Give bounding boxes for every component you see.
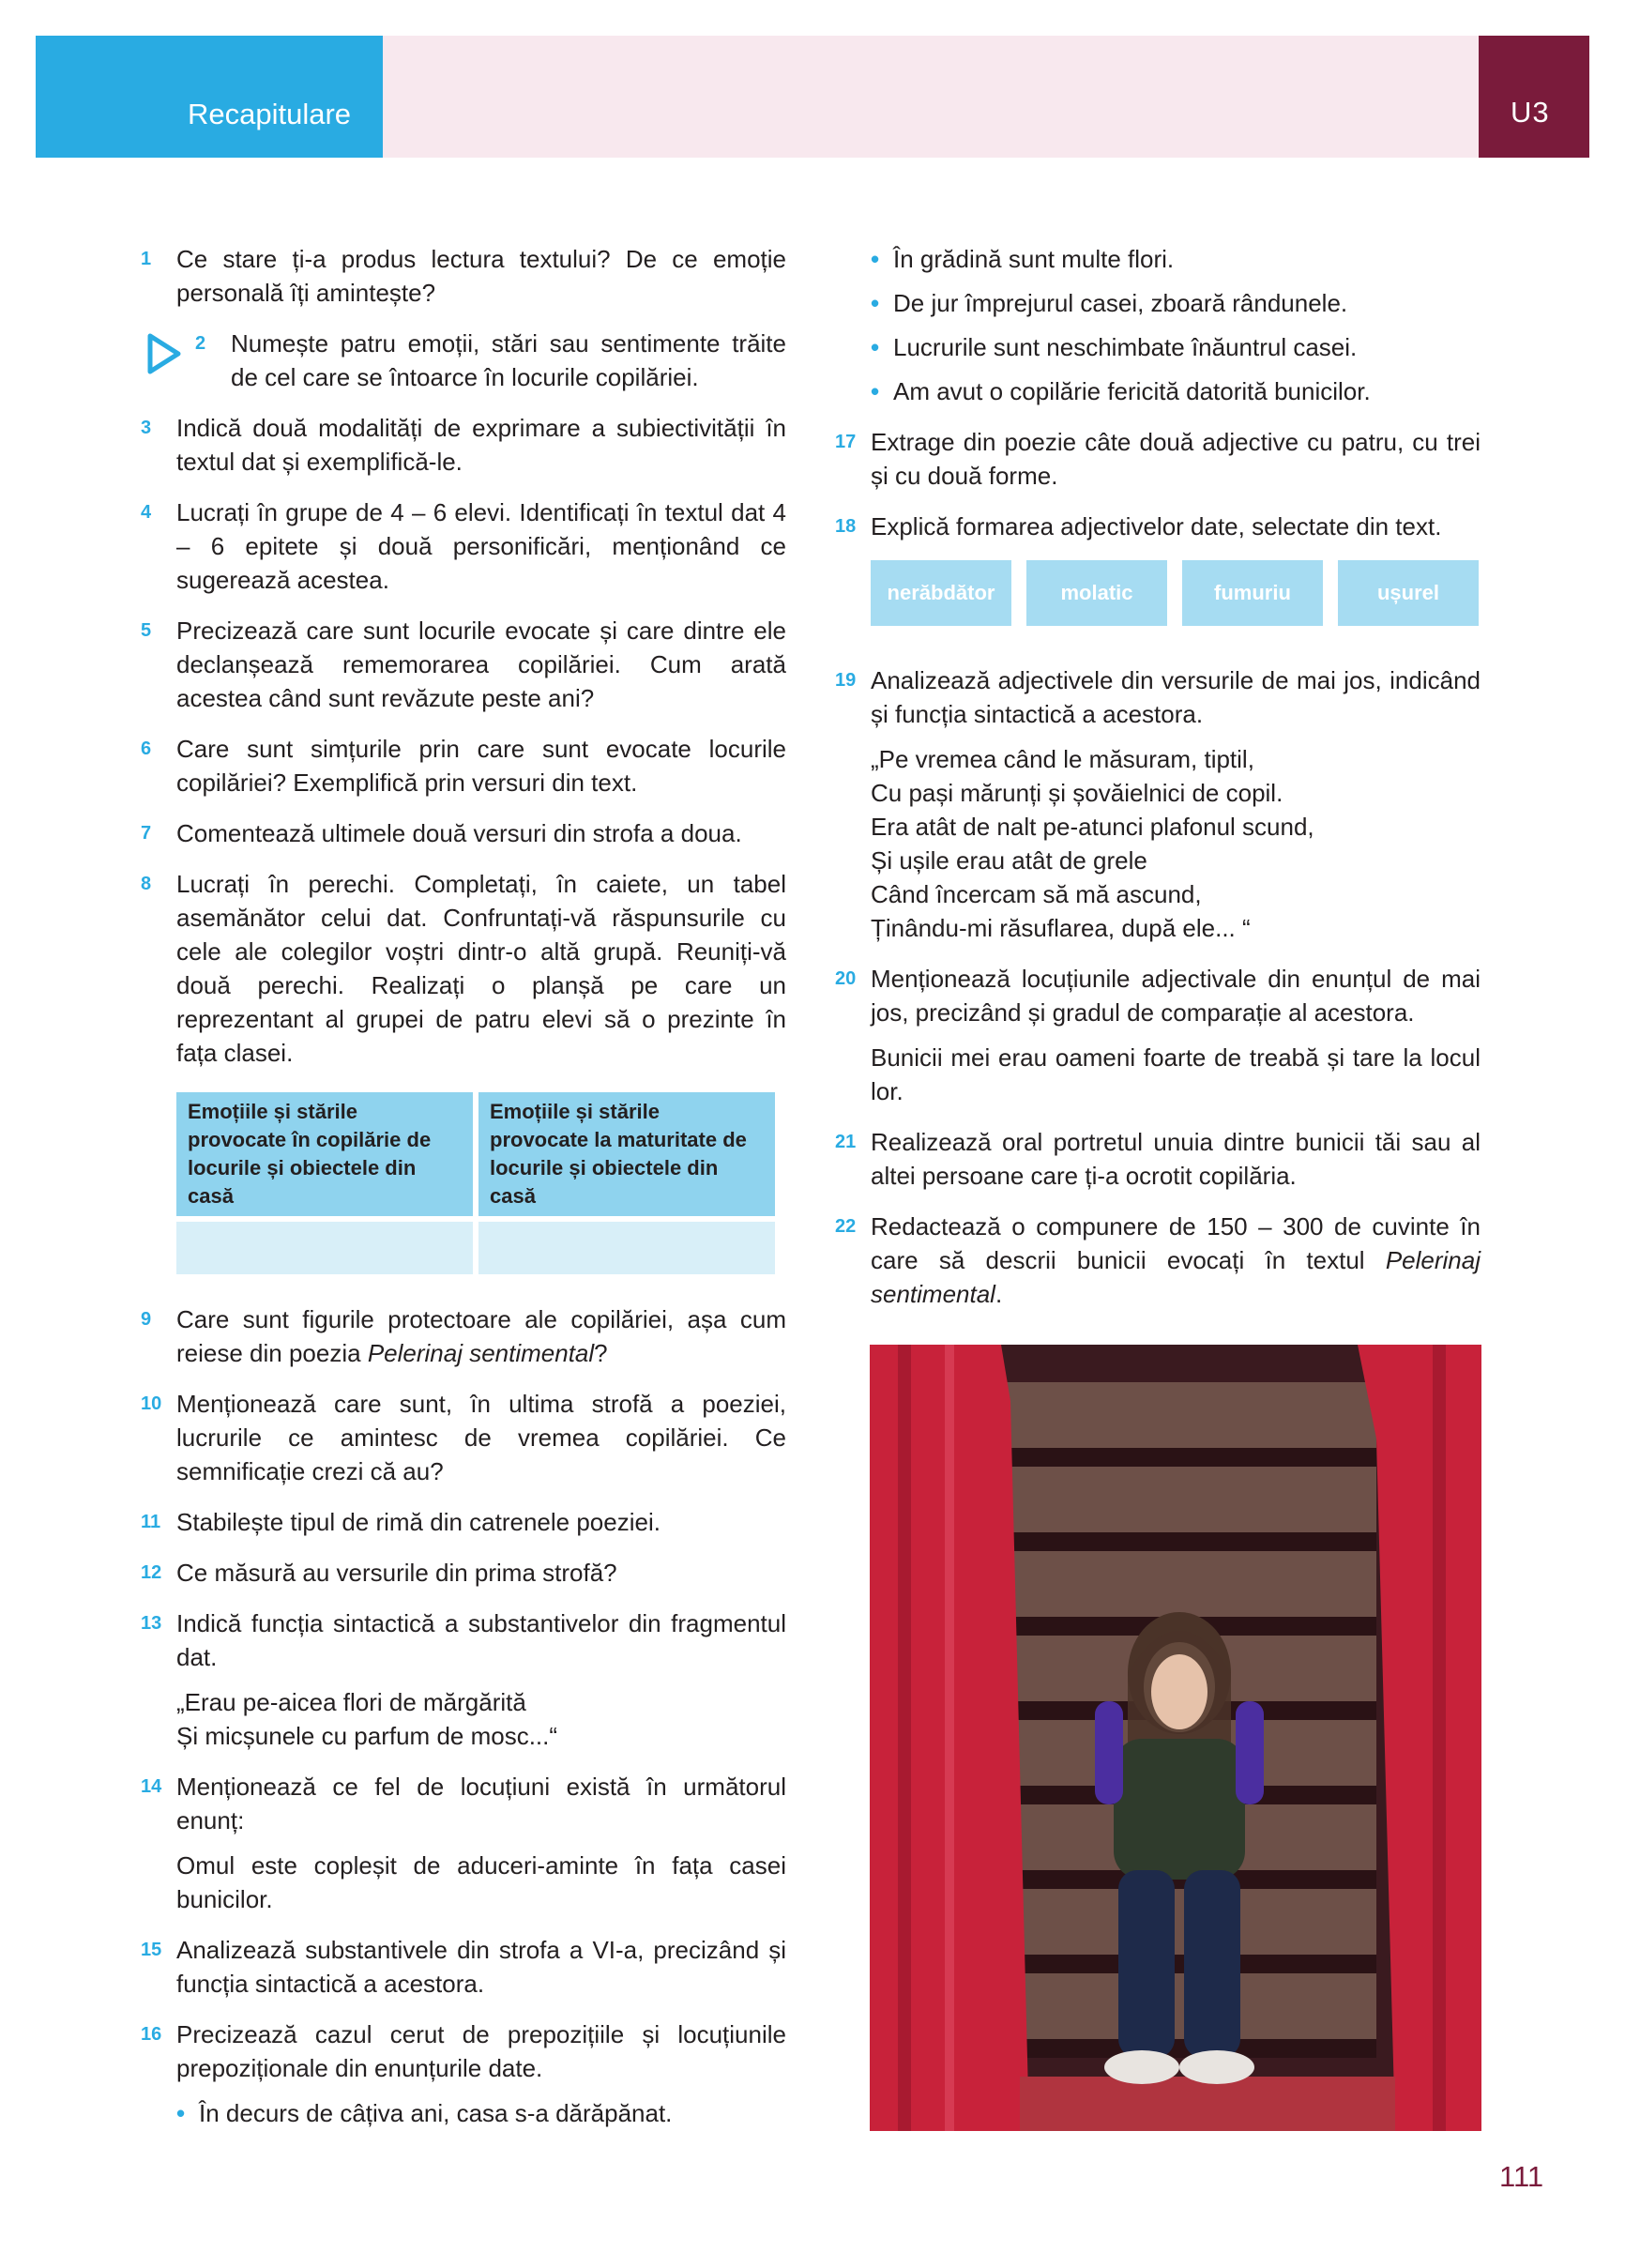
page-header	[36, 36, 1589, 158]
question-number: 4	[141, 502, 152, 523]
question-number: 16	[141, 2024, 162, 2045]
question-number: 14	[141, 1776, 162, 1797]
question-text: Extrage din poezie câte două adjective cu patru, cu trei și cu două forme.	[871, 428, 1481, 490]
question-number: 5	[141, 620, 152, 641]
question-text: Ce stare ți-a produs lectura textului? De ce emoție personală îți amintește?	[176, 245, 786, 307]
question-text	[871, 1210, 1481, 1311]
question-4	[141, 495, 786, 597]
section-tab	[36, 36, 383, 158]
question-text: Analizează adjectivele din versurile de mai jos, indicând și funcția sintactică a acestora.	[871, 666, 1481, 728]
question-number: 10	[141, 1393, 162, 1414]
question-12	[141, 1556, 786, 1590]
bullet-item: • De jur împrejurul casei, zboară rândunele.	[871, 286, 1481, 320]
quote-13	[141, 1685, 786, 1753]
question-number: 22	[835, 1216, 857, 1237]
photo-illustration	[870, 1345, 1481, 2131]
question-13	[141, 1606, 786, 1674]
question-22	[835, 1210, 1481, 1311]
question-number: 11	[141, 1512, 161, 1532]
bullet-item: • Lucrurile sunt neschimbate înăuntrul casei.	[871, 330, 1481, 364]
question-10	[141, 1387, 786, 1488]
play-triangle-icon	[146, 332, 182, 375]
question-text: Stabilește tipul de rimă din catrenele poeziei.	[176, 1508, 661, 1536]
question-text: Menționează ce fel de locuțiuni există în următorul enunț:	[176, 1773, 786, 1834]
question-17	[835, 425, 1481, 493]
question-number: 17	[835, 432, 857, 452]
question-text	[176, 1302, 786, 1370]
adjective-chip: molatic	[1026, 560, 1167, 626]
question-number: 8	[141, 874, 152, 894]
question-text: Indică două modalități de exprimare a subiectivității în textul dat și exemplifică-le.	[176, 414, 786, 476]
bullet-item: • În grădină sunt multe flori.	[871, 242, 1481, 276]
question-6	[141, 732, 786, 799]
verse-line: Era atât de nalt pe-atunci plafonul scund,	[871, 813, 1314, 841]
question-number: 1	[141, 249, 152, 269]
question-1	[141, 242, 786, 310]
quote-19	[835, 742, 1481, 945]
table-header-adulthood: Emoțiile și stările provocate la maturitate de locurile și obiectele din casă	[478, 1092, 775, 1216]
question-number: 15	[141, 1940, 162, 1960]
bullet-item: • În decurs de câțiva ani, casa s-a dărăpănat.	[176, 2096, 786, 2130]
question-text-part: ?	[594, 1339, 608, 1367]
table-cell-empty	[478, 1222, 775, 1274]
poem-title: Pelerinaj sentimental	[871, 1246, 1481, 1308]
question-text: Explică formarea adjectivelor date, selectate din text.	[871, 512, 1442, 540]
question-number: 12	[141, 1562, 162, 1583]
unit-label: U3	[1511, 96, 1550, 129]
photo-girl-on-steps	[870, 1345, 1481, 2131]
right-column	[835, 242, 1481, 1328]
question-number: 6	[141, 738, 152, 759]
question-number: 21	[835, 1132, 857, 1152]
question-number: 2	[195, 333, 206, 354]
question-text: Lucrați în grupe de 4 – 6 elevi. Identificați în textul dat 4 – 6 epitete și două personificări, menționând ce sugerează acestea.	[176, 498, 786, 594]
verse-line: Cu pași mărunți și șovăielnici de copil.	[871, 779, 1283, 807]
section-title: Recapitulare	[188, 98, 352, 130]
question-number: 18	[835, 516, 857, 537]
question-number: 19	[835, 670, 857, 691]
question-5	[141, 614, 786, 715]
question-9	[141, 1302, 786, 1370]
question-number: 9	[141, 1309, 152, 1330]
adjective-chip: nerăbdător	[871, 560, 1011, 626]
question-text: Indică funcția sintactică a substantivelor din fragmentul dat.	[176, 1609, 786, 1671]
question-19	[835, 663, 1481, 731]
question-8	[141, 867, 786, 1070]
question-number: 13	[141, 1613, 162, 1634]
question-text: Numește patru emoții, stări sau sentimente trăite de cel care se întoarce în locurile copilăriei.	[231, 329, 786, 391]
question-20	[835, 962, 1481, 1029]
question-text: Comentează ultimele două versuri din strofa a doua.	[176, 819, 742, 847]
sentence-20: Bunicii mei erau oameni foarte de treabă și tare la locul lor.	[871, 1043, 1481, 1105]
question-number: 3	[141, 418, 152, 438]
verse-line: Și ușile erau atât de grele	[871, 846, 1147, 875]
question-text: Realizează oral portretul unuia dintre bunicii tăi sau al altei persoane care ți-a ocrotit copilăria.	[871, 1128, 1481, 1190]
question-11	[141, 1505, 786, 1539]
question-7	[141, 816, 786, 850]
question-21	[835, 1125, 1481, 1193]
question-text: Precizează care sunt locurile evocate și care dintre ele declanșează rememorarea copilăriei. Cum arată acestea când sunt revăzute peste ani?	[176, 616, 786, 712]
adjective-chips	[835, 560, 1481, 626]
question-14	[141, 1770, 786, 1837]
adjective-chip: fumuriu	[1182, 560, 1323, 626]
verse-line: Ținându-mi răsuflarea, după ele... “	[871, 914, 1251, 942]
verse-line: Când încercam să mă ascund,	[871, 880, 1202, 908]
question-text: Precizează cazul cerut de prepozițiile și locuțiunile prepoziționale din enunțurile date.	[176, 2020, 786, 2082]
page-number: 111	[1499, 2160, 1544, 2193]
question-16	[141, 2017, 786, 2085]
question-text: Care sunt simțurile prin care sunt evocate locurile copilăriei? Exemplifică prin versuri din text.	[176, 735, 786, 797]
question-text: Lucrați în perechi. Completați, în caiete, un tabel asemănător celui dat. Confruntați-vă răspunsurile cu cele ale colegilor voștri dintr-o altă grupă. Reuniți-vă două perechi. Realizați o planșă pe care un reprezentant al grupei de patru elevi să o prezinte în fața clasei.	[176, 870, 786, 1067]
verse-line: „Erau pe-aicea flori de mărgărită	[176, 1688, 526, 1716]
unit-tab	[1479, 36, 1589, 158]
question-3	[141, 411, 786, 479]
poem-title: Pelerinaj sentimental	[367, 1339, 595, 1367]
question-text: Analizează substantivele din strofa a VI-a, precizând și funcția sintactică a acestora.	[176, 1936, 786, 1998]
question-text-part: Care sunt figurile protectoare ale copilăriei, așa cum reiese din poezia	[176, 1305, 786, 1367]
question-text-part: .	[995, 1280, 1003, 1308]
question-text-part: Redactează o compunere de 150 – 300 de cuvinte în care să descrii bunicii evocați în textul	[871, 1212, 1481, 1274]
question-number: 7	[141, 823, 152, 844]
question-18	[835, 510, 1481, 543]
bullet-item: • Am avut o copilărie fericită datorită bunicilor.	[871, 374, 1481, 408]
bullet-list-16b	[835, 242, 1481, 408]
table-cell-empty	[176, 1222, 473, 1274]
table-header-childhood: Emoțiile și stările provocate în copilărie de locurile și obiectele din casă	[176, 1092, 473, 1216]
adjective-chip: ușurel	[1338, 560, 1479, 626]
verse-line: „Pe vremea când le măsuram, tiptil,	[871, 745, 1254, 773]
question-2	[141, 327, 786, 394]
bullet-list-16a	[141, 2096, 786, 2130]
question-text: Ce măsură au versurile din prima strofă?	[176, 1559, 617, 1587]
question-number: 20	[835, 968, 857, 989]
sentence-14: Omul este copleșit de aduceri-aminte în fața casei bunicilor.	[176, 1851, 786, 1913]
verse-line: Și micșunele cu parfum de mosc...“	[176, 1722, 558, 1750]
left-column	[141, 242, 786, 2147]
emotions-table	[171, 1087, 781, 1280]
question-text: Menționează care sunt, în ultima strofă a poeziei, lucrurile ce amintesc de vremea copilăriei. Ce semnificație crezi că au?	[176, 1390, 786, 1485]
question-15	[141, 1933, 786, 2001]
question-text: Menționează locuțiunile adjectivale din enunțul de mai jos, precizând și gradul de comparație al acestora.	[871, 965, 1481, 1027]
